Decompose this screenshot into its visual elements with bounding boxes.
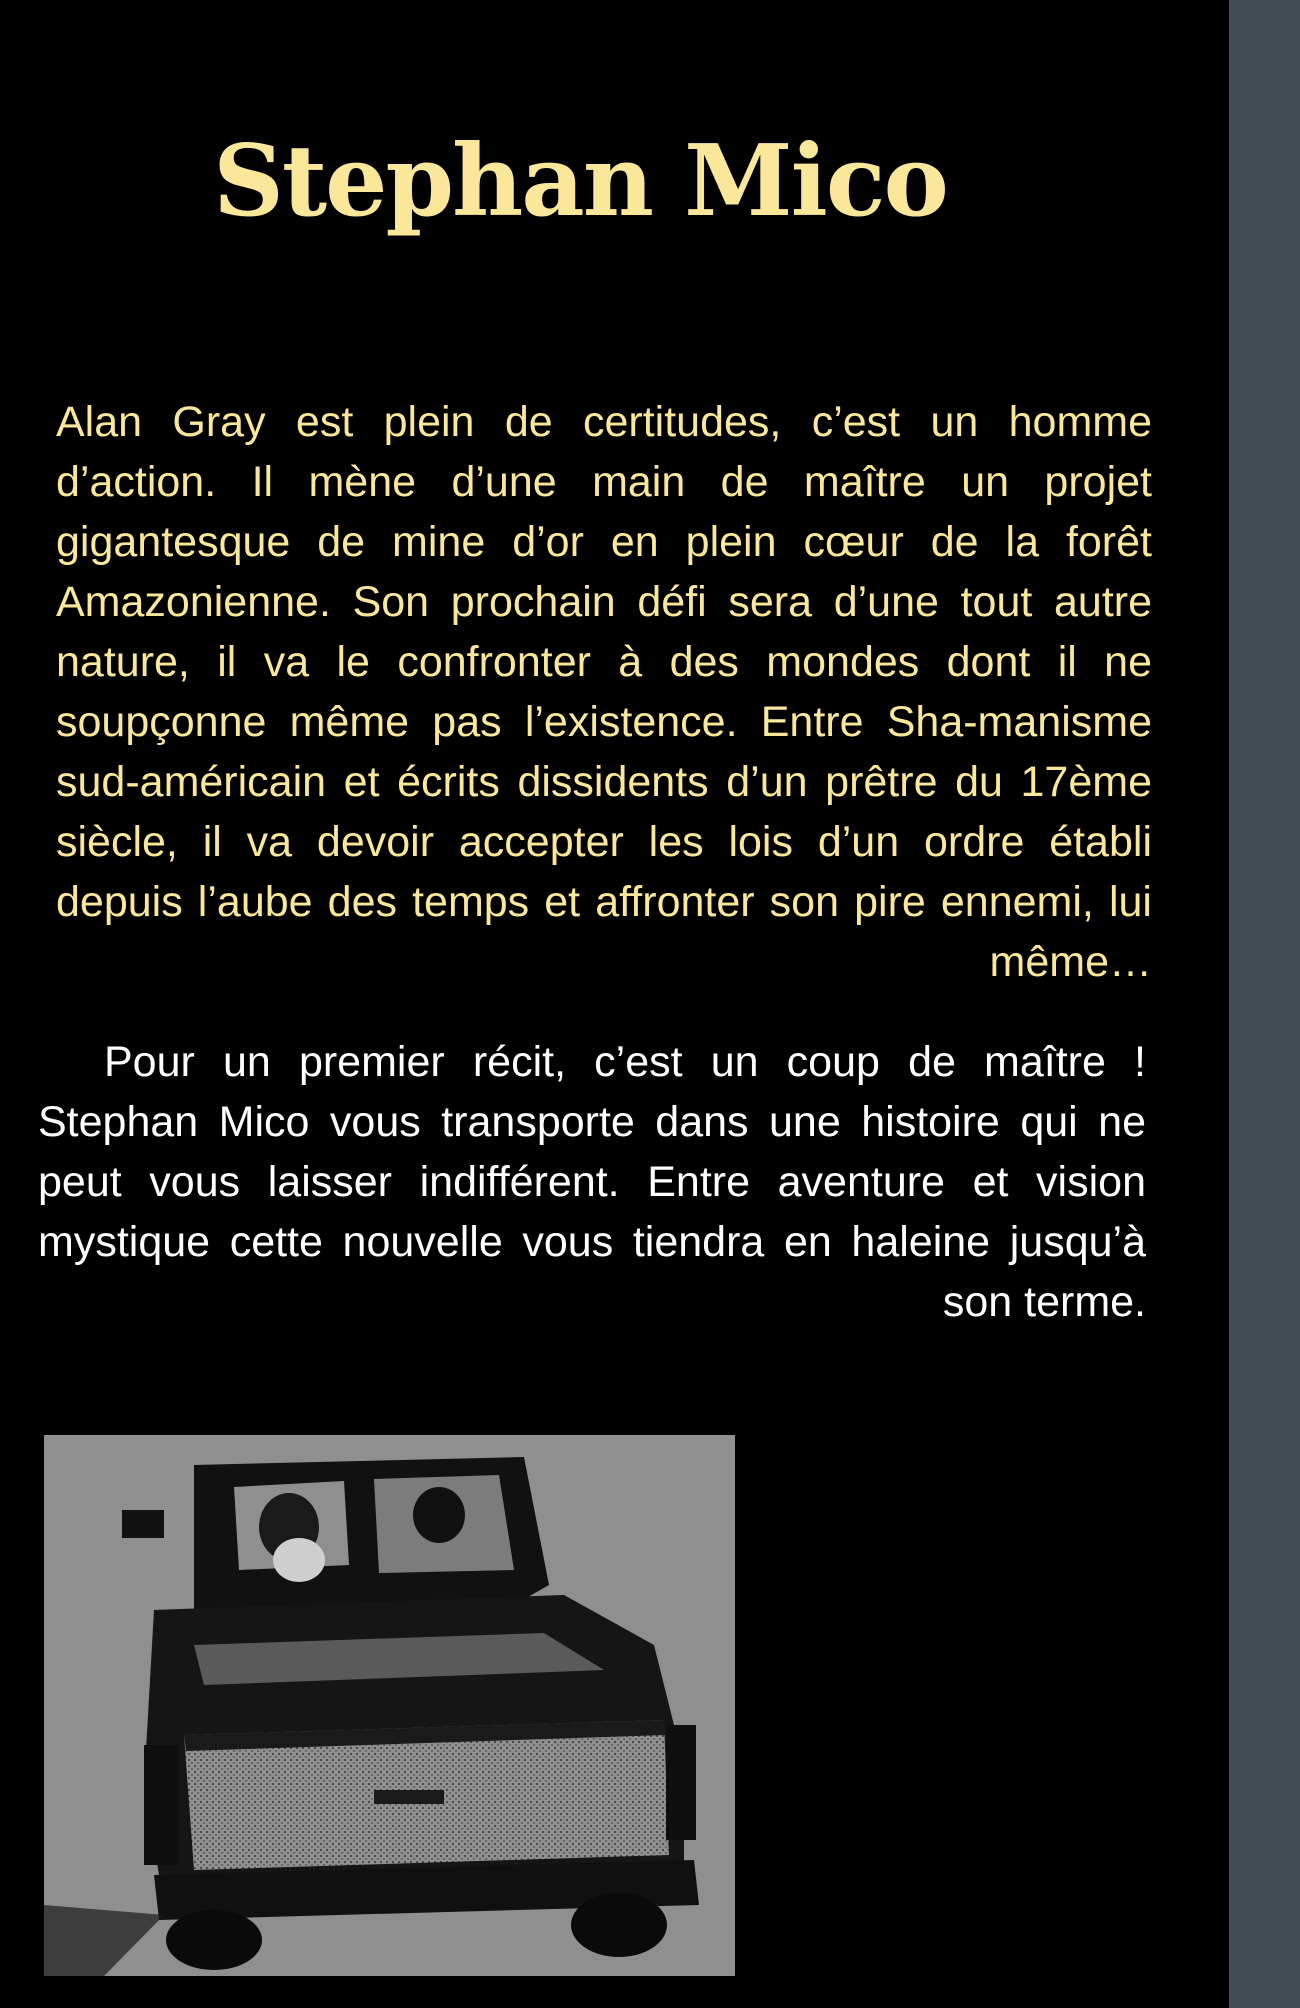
author-name: Stephan Mico [213,124,947,239]
spine-strip [1229,0,1300,2008]
pickup-truck-photo [44,1435,735,1976]
blurb-paragraph: Pour un premier récit, c’est un coup de maître ! Stephan Mico vous transporte dans une histoire qui ne peut vous laisser indifférent. Entre aventure et vision mystique cette nouvelle vous tiendra en haleine jusqu’à son terme. [38,1038,1146,1326]
truck-illustration [44,1435,735,1976]
synopsis-paragraph: Alan Gray est plein de certitudes, c’est un homme d’action. Il mène d’une main de maître un projet gigantesque de mine d’or en plein cœur de la forêt Amazonienne. Son prochain défi sera d’une tout autre nature, il va le confronter à des mondes dont il ne soupçonne même pas l’existence. Entre Sha-manisme sud-américain et écrits dissidents d’un prêtre du 17ème siècle, il va devoir accepter les lois d’un ordre établi depuis l’aube des temps et affronter son pire ennemi, lui même… [56,398,1152,986]
